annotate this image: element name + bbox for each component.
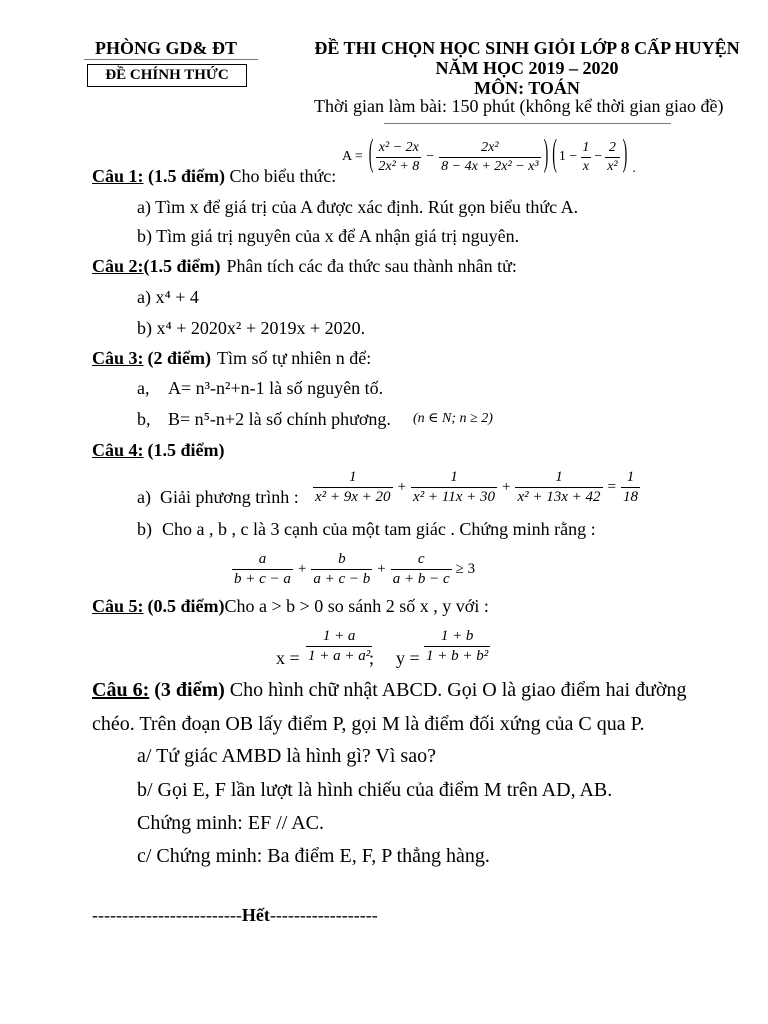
- fraction: [439, 140, 540, 175]
- numerator: 1: [582, 139, 590, 155]
- numerator: 1: [450, 468, 458, 485]
- department-name: PHÒNG GD& ĐT: [95, 38, 237, 58]
- part-label: b): [137, 318, 152, 338]
- question-label: Câu 6:: [92, 679, 150, 701]
- equals-sign: =: [607, 478, 616, 495]
- question-3-heading: [92, 347, 371, 369]
- denominator: a + c − b: [313, 570, 371, 587]
- subject: MÔN: TOÁN: [474, 78, 580, 98]
- fraction: [424, 628, 490, 665]
- denominator: a + b − c: [392, 570, 450, 587]
- plus-sign: +: [397, 478, 407, 495]
- question-4-part-b: Cho a , b , c là 3 cạnh của một tam giác . Chứng minh rằng :: [162, 519, 596, 539]
- denominator: b + c − a: [234, 570, 291, 587]
- plus-sign: +: [377, 560, 386, 577]
- numerator: 1: [555, 468, 563, 485]
- question-1-heading: [92, 165, 336, 187]
- dash-line-left: -------------------------: [92, 905, 242, 925]
- fraction: [391, 551, 452, 588]
- close-paren: ): [543, 135, 549, 176]
- department-underline: [84, 59, 258, 60]
- dash-line-right: ------------------: [269, 905, 378, 925]
- y-lhs: y =: [396, 648, 420, 668]
- numerator: 1: [626, 468, 635, 485]
- y-definition: [423, 626, 491, 666]
- numerator: a: [258, 550, 267, 567]
- question-6-part-b: b/ Gọi E, F lần lượt là hình chiếu của điểm M trên AD, AB.: [137, 779, 613, 801]
- part-label: b,: [137, 409, 151, 429]
- denominator: 2x² + 8: [378, 158, 420, 174]
- minus-sign: −: [594, 149, 603, 164]
- question-2-part-b: [137, 317, 365, 339]
- question-prompt: Cho biểu thức:: [229, 166, 337, 186]
- question-points: (3 điểm): [154, 679, 225, 701]
- header-divider: [384, 123, 671, 124]
- question-2-part-a: [137, 286, 199, 308]
- fraction: [411, 469, 497, 506]
- part-expression: x⁴ + 2020x² + 2019x + 2020.: [156, 318, 366, 338]
- question-label: Câu 1:: [92, 166, 144, 186]
- denominator: x² + 13x + 42: [517, 488, 601, 505]
- numerator: b: [338, 550, 346, 567]
- fraction: [376, 140, 421, 175]
- question-3-part-b: B= n⁵-n+2 là số chính phương.: [168, 409, 391, 429]
- fraction: [232, 551, 293, 588]
- question-points: (1.5 điểm): [147, 440, 225, 460]
- numerator: 2x²: [481, 139, 499, 155]
- equation: [312, 467, 641, 507]
- numerator: 1: [349, 468, 357, 485]
- numerator: c: [417, 550, 425, 567]
- one-minus-term: 1 −: [558, 149, 578, 164]
- open-paren: (: [368, 135, 374, 176]
- numerator: x² − 2x: [378, 139, 419, 155]
- denominator: 1 + a + a²: [308, 647, 371, 664]
- expression-lhs: A =: [342, 149, 363, 164]
- part-label: a): [137, 487, 151, 507]
- time-limit: Thời gian làm bài: 150 phút (không kể thời gian giao đề): [314, 96, 724, 116]
- school-year: NĂM HỌC 2019 – 2020: [435, 58, 619, 78]
- open-paren: (: [552, 135, 557, 176]
- question-prompt: Phân tích các đa thức sau thành nhân tử:: [226, 256, 517, 276]
- fraction: [313, 469, 393, 506]
- question-prompt: Tìm số tự nhiên n để:: [217, 348, 372, 368]
- part-label: b): [137, 519, 152, 539]
- question-4-heading: [92, 439, 225, 461]
- question-5-heading: [92, 595, 489, 617]
- end-of-exam-marker: [92, 904, 378, 926]
- plus-sign: +: [501, 478, 511, 495]
- denominator: 18: [622, 488, 638, 505]
- question-points: (0.5 điểm): [147, 596, 225, 616]
- x-lhs: x =: [276, 648, 300, 668]
- domain-condition: (n ∈ N; n ≥ 2): [413, 411, 493, 426]
- question-label: Câu 3:: [92, 348, 144, 368]
- part-label: a,: [137, 378, 150, 398]
- fraction: [311, 551, 372, 588]
- question-6-heading: [92, 678, 686, 702]
- question-prompt: Cho hình chữ nhật ABCD. Gọi O là giao điểm hai đường: [229, 679, 687, 701]
- denominator: 8 − 4x + 2x² − x³: [441, 158, 539, 174]
- fraction: [306, 628, 372, 665]
- end-word: Hết: [241, 905, 270, 925]
- fraction: [580, 140, 591, 175]
- question-prompt: Cho a > b > 0 so sánh 2 số x , y với :: [224, 596, 489, 616]
- question-label: Câu 2:: [92, 256, 144, 276]
- question-6-part-c: c/ Chứng minh: Ba điểm E, F, P thẳng hàng.: [137, 845, 490, 867]
- fraction: [605, 140, 619, 175]
- official-exam-badge: ĐỀ CHÍNH THỨC: [87, 64, 247, 87]
- numerator: 1 + b: [440, 627, 474, 644]
- denominator: x² + 11x + 30: [413, 488, 495, 505]
- question-points: (2 điểm): [147, 348, 211, 368]
- question-points: (1.5 điểm): [148, 166, 225, 186]
- plus-sign: +: [297, 560, 307, 577]
- separator: ;: [369, 648, 375, 668]
- question-2-heading: [92, 255, 517, 277]
- part-expression: x⁴ + 4: [155, 287, 199, 307]
- question-points: (1.5 điểm): [143, 256, 221, 276]
- numerator: 2: [608, 139, 616, 155]
- fraction: [621, 469, 640, 506]
- inequality: [231, 549, 479, 589]
- denominator: x: [582, 158, 589, 174]
- denominator: x²: [607, 158, 618, 174]
- denominator: x² + 9x + 20: [315, 488, 391, 505]
- question-3-part-a: A= n³-n²+n-1 là số nguyên tố.: [168, 378, 384, 398]
- inequality-rhs: ≥ 3: [455, 560, 476, 577]
- exam-title: ĐỀ THI CHỌN HỌC SINH GIỎI LỚP 8 CẤP HUYỆN: [314, 38, 740, 58]
- question-6-part-b-proof: Chứng minh: EF // AC.: [137, 812, 324, 834]
- x-definition: [305, 626, 373, 666]
- close-paren: ): [622, 135, 628, 176]
- formula-period: .: [632, 161, 636, 176]
- denominator: 1 + b + b²: [426, 647, 489, 664]
- question-1-part-b: b) Tìm giá trị nguyên của x để A nhận giá trị nguyên.: [137, 226, 520, 246]
- minus-sign: −: [426, 149, 435, 164]
- question-4-part-a: Giải phương trình :: [160, 487, 299, 507]
- expression-a: [338, 137, 636, 177]
- question-1-part-a: a) Tìm x để giá trị của A được xác định. Rút gọn biểu thức A.: [137, 197, 579, 217]
- fraction: [515, 469, 602, 506]
- question-6-part-a: a/ Tứ giác AMBD là hình gì? Vì sao?: [137, 745, 436, 767]
- question-label: Câu 5:: [92, 596, 144, 616]
- question-label: Câu 4:: [92, 440, 144, 460]
- question-6-prompt-continued: chéo. Trên đoạn OB lấy điểm P, gọi M là điểm đối xứng của C qua P.: [92, 713, 645, 735]
- part-label: a): [137, 287, 151, 307]
- numerator: 1 + a: [322, 627, 356, 644]
